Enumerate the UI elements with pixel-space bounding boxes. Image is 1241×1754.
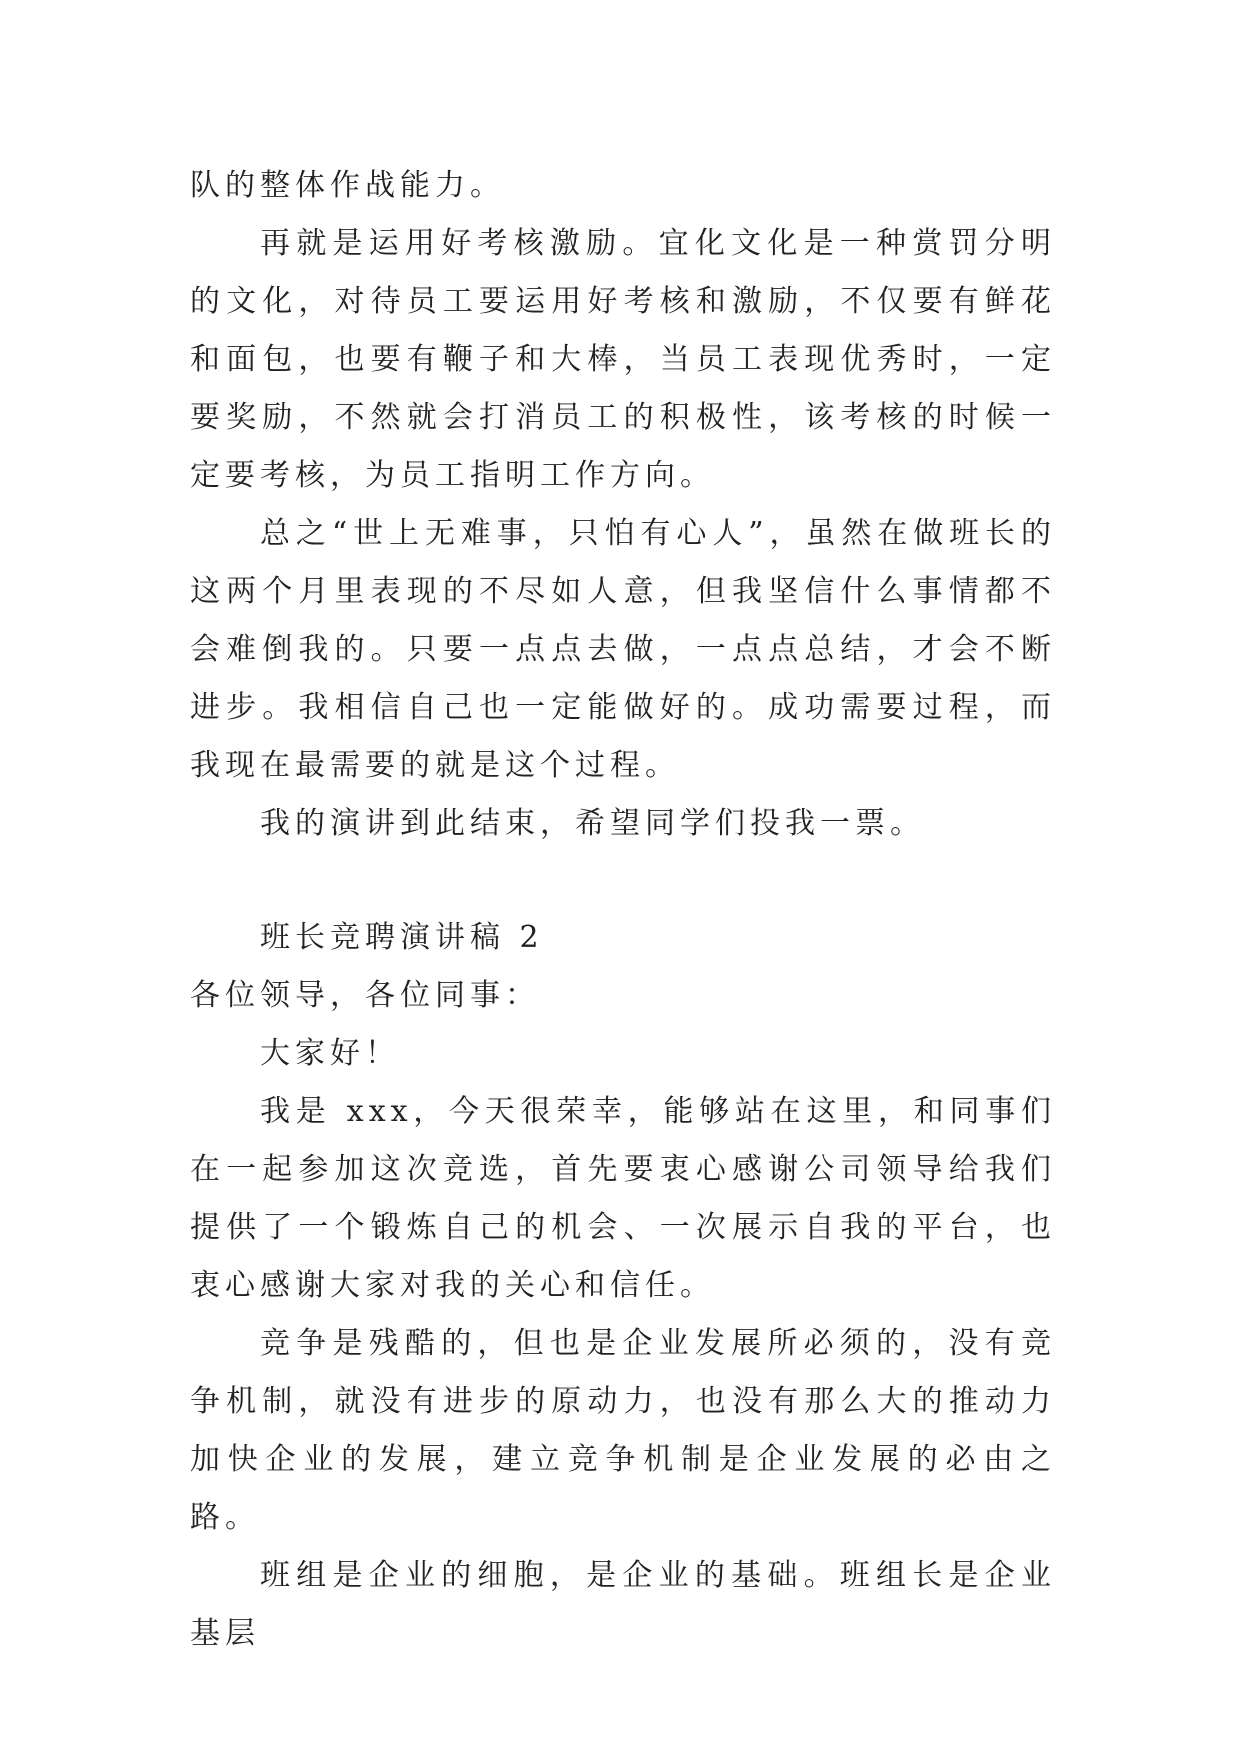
paragraph-continuation: 队的整体作战能力。 bbox=[190, 168, 505, 203]
paragraph-assessment-incentive: 再就是运用好考核激励。宜化文化是一种赏罚分明的文化，对待员工要运用好考核和激励，不仅要有鲜花和面包，也要有鞭子和大棒，当员工表现优秀时，一定要奖励，不然就会打消员工的积极性，该考核的时候一定要考核，为员工指明工作方向。 bbox=[190, 226, 1056, 493]
paragraph-closing: 我的演讲到此结束，希望同学们投我一票。 bbox=[260, 806, 925, 841]
paragraph-summary: 总之“世上无难事，只怕有心人”，虽然在做班长的这两个月里表现的不尽如人意，但我坚信什么事情都不会难倒我的。只要一点点去做，一点点总结，才会不断进步。我相信自己也一定能做好的。成功需要过程，而我现在最需要的就是这个过程。 bbox=[190, 516, 1056, 783]
paragraph-greeting: 大家好！ bbox=[260, 1036, 400, 1071]
section-title: 班长竞聘演讲稿 2 bbox=[260, 920, 544, 955]
document-body bbox=[190, 157, 1056, 1663]
paragraph-competition: 竞争是残酷的，但也是企业发展所必须的，没有竞争机制，就没有进步的原动力，也没有那么大的推动力加快企业的发展，建立竞争机制是企业发展的必由之路。 bbox=[190, 1326, 1056, 1535]
section-spacer bbox=[190, 853, 1056, 909]
paragraph-introduction: 我是 xxx，今天很荣幸，能够站在这里，和同事们在一起参加这次竞选，首先要衷心感谢公司领导给我们提供了一个锻炼自己的机会、一次展示自我的平台，也衷心感谢大家对我的关心和信任。 bbox=[190, 1094, 1056, 1303]
paragraph-team-foundation: 班组是企业的细胞，是企业的基础。班组长是企业基层 bbox=[190, 1558, 1056, 1651]
salutation: 各位领导，各位同事： bbox=[190, 978, 540, 1013]
